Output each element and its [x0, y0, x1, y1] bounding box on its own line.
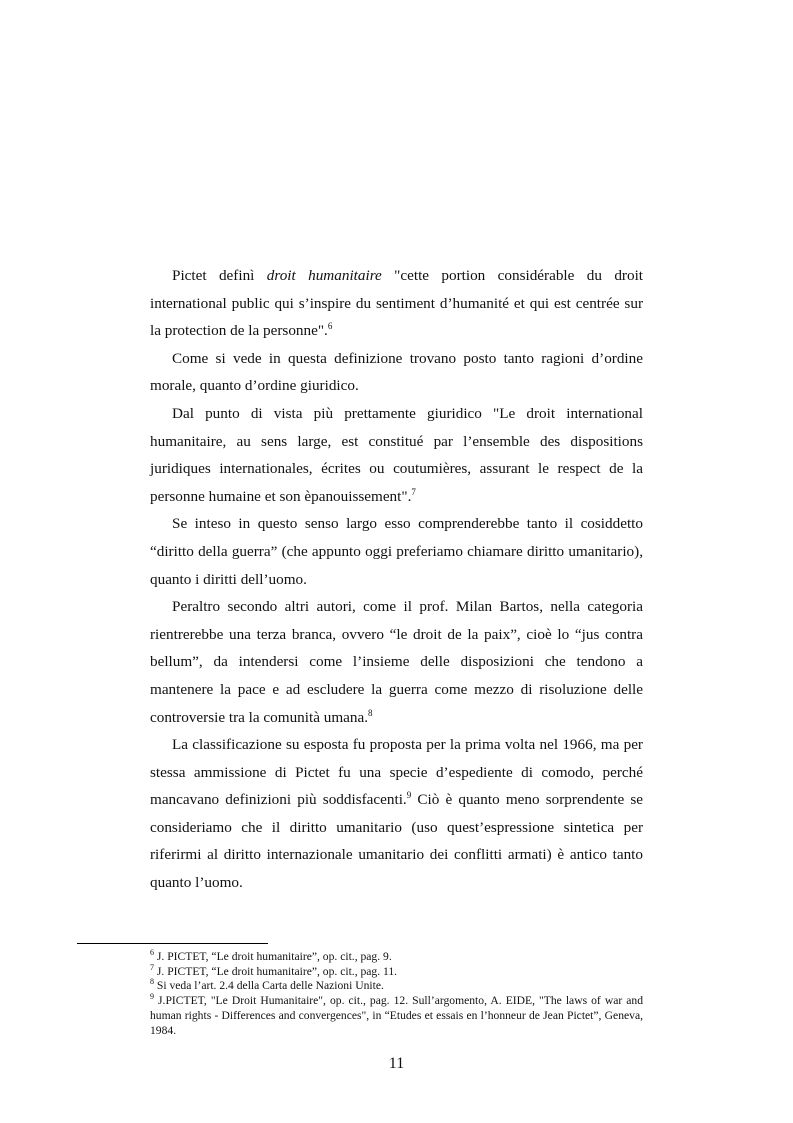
footnote-ref-9[interactable]: 9: [406, 790, 412, 801]
footnote-number: 6: [150, 948, 154, 957]
paragraph-text: Ciò è quanto meno sorprendente se consideriamo che il diritto umanitario (uso quest’espressione sintetica per riferirmi al diritto internazionale umanitario dei conflitti armati) è antico tanto quanto l’uomo.: [150, 791, 643, 892]
footnote-number: 9: [150, 992, 154, 1002]
footnote-text: Si veda l’art. 2.4 della Carta delle Nazioni Unite.: [154, 979, 384, 993]
paragraph-6: [150, 731, 643, 897]
footnote-text: J. PICTET, “Le droit humanitaire”, op. cit., pag. 11.: [154, 964, 398, 978]
footnote-separator: [77, 943, 268, 944]
footnote-9: [150, 994, 643, 1038]
footnote-ref-7[interactable]: 7: [411, 486, 416, 497]
footnote-8: [150, 979, 643, 994]
footnote-number: 8: [150, 977, 154, 987]
page-number: 11: [388, 1055, 405, 1072]
footnote-text: J.PICTET, "Le Droit Humanitaire", op. cit., pag. 12. Sull’argomento, A. EIDE, "The laws of war and human rights - Differences and convergences", in “Etudes et essais en l’honneur de Jean Pictet”, Geneva, 1984.: [150, 994, 643, 1037]
footnote-7: [150, 962, 643, 980]
footnotes: [150, 950, 643, 1038]
italic-term: droit humanitaire: [266, 267, 382, 284]
footnote-ref-6[interactable]: 6: [327, 321, 333, 332]
footnote-text: J. PICTET, “Le droit humanitaire”, op. cit., pag. 9.: [154, 950, 392, 963]
footnote-number: 7: [150, 962, 154, 972]
paragraph-text: Pictet definì: [172, 267, 267, 284]
paragraph-2: Come si vede in questa definizione trovano posto tanto ragioni d’ordine morale, quanto d’ordine giuridico.: [150, 349, 643, 395]
paragraph-5: [150, 593, 643, 731]
footnote-6: [150, 950, 643, 965]
paragraph-text: Dal punto di vista più prettamente giuridico "Le droit international humanitaire, au sens large, est constitué par l’ensemble des dispositions juridiques internationales, écrites ou coutumières, assurant le respect de la personne humaine et son èpanouissement".: [150, 404, 643, 505]
body-text: [150, 262, 643, 897]
paragraph-text: La classificazione su esposta fu proposta per la prima volta nel 1966, ma per stessa ammissione di Pictet fu una specie d’espediente di comodo, perché mancavano definizioni più soddisfacenti.: [150, 736, 643, 809]
paragraph-4: Se inteso in questo senso largo esso comprenderebbe tanto il cosiddetto “diritto della guerra” (che appunto oggi preferiamo chiamare diritto umanitario), quanto i diritti dell’uomo.: [150, 515, 643, 588]
paragraph-3: [150, 400, 643, 510]
paragraph-text: Peraltro secondo altri autori, come il prof. Milan Bartos, nella categoria rientrerebbe una terza branca, ovvero “le droit de la paix”, cioè lo “jus contra bellum”, da intendersi come l’insieme delle disposizioni che tendono a mantenere la pace e ad escludere la guerra come mezzo di risoluzione delle controversie tra la comunità umana.: [150, 598, 643, 726]
paragraph-1: [150, 262, 643, 345]
paragraph-text: "cette portion considérable du droit international public qui s’inspire du sentiment d’humanité et qui est centrée sur la protection de la personne".: [150, 267, 644, 340]
footnote-ref-8[interactable]: 8: [368, 707, 373, 718]
